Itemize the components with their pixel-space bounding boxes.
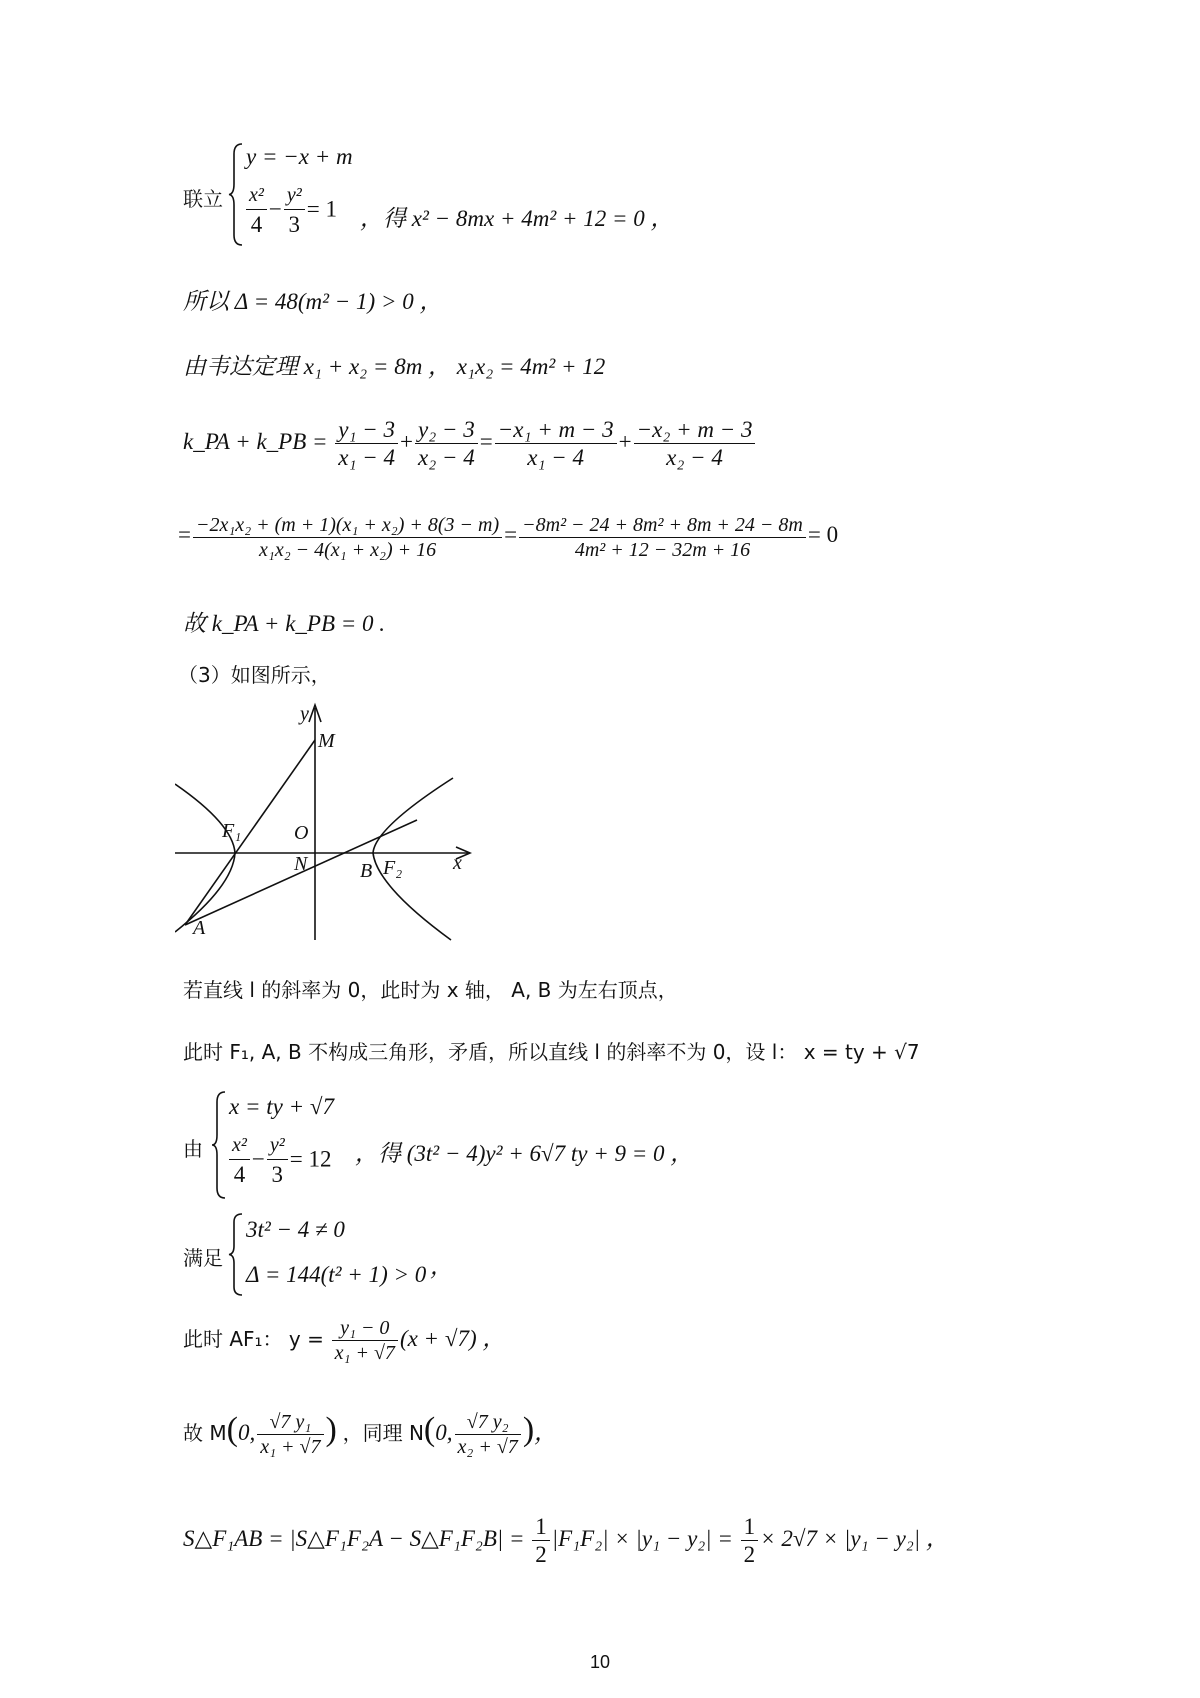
block1-tail: ，得 x² − 8mx + 4m² + 12 = 0 ，: [360, 206, 674, 231]
fig-label-F1: F₁: [222, 820, 242, 842]
line-vieta: 由韦达定理 x₁ + x₂ = 8m ， x₁x₂ = 4m² + 12: [183, 354, 606, 379]
conclusion-line: 故 k_PA + k_PB = 0 .: [183, 611, 386, 636]
page-number: 10: [589, 1652, 611, 1672]
block3-lead: 满足: [183, 1246, 223, 1270]
slopes-line: k_PA + k_PB = $\frac{\text{y₁ − 3}}{\text{x₁ − 4}}$ + $\frac{\text{y₂ − 3}}{\text{x₂ − 4}}$ = $\frac{\text{−x₁ + m − 3}}{\text{x₁ − 4}}$ + $\frac{\text{−x₂ + m − 3}}{\text{x₂ − 4}}$: [183, 418, 757, 469]
system-1-eq2: $\frac{\text{x²}}{4}$ − $\frac{\text{y²}}{3}$ = 1: [244, 184, 337, 238]
fig-label-M: M: [318, 730, 335, 752]
area-line: S△F₁AB = |S△F₁F₂A − S△F₁F₂B| = $\frac{1}{2}$ |F₁F₂| × |y₁ − y₂| = $\frac{1}{2}$ × 2√7 × |y₁ − y₂| ，: [183, 1514, 949, 1567]
para1: 若直线 l 的斜率为 0，此时为 x 轴， A, B 为左右顶点，: [183, 978, 678, 1002]
fig-label-y: y: [300, 703, 309, 725]
block2-tail: ，得 (3t² − 4)y² + 6√7 ty + 9 = 0 ，: [355, 1141, 694, 1166]
part3-intro: （3）如图所示，: [178, 663, 331, 687]
left-brace-icon: [228, 1212, 244, 1297]
fig-label-O: O: [294, 822, 309, 844]
system-2-eq2: $\frac{\text{x²}}{4}$ − $\frac{\text{y²}}{3}$ = 12: [227, 1134, 331, 1188]
block2-lead: 由: [183, 1137, 203, 1161]
block3-tail: ，: [430, 1254, 453, 1279]
fig-label-N: N: [294, 853, 308, 875]
fig-label-F2: F₂: [383, 857, 403, 879]
para2: 此时 F₁, A, B 不构成三角形，矛盾，所以直线 l 的斜率不为 0，设 l： x = ty + √7: [183, 1040, 920, 1064]
system-3: [228, 1212, 438, 1297]
fig-label-x: x: [453, 852, 462, 874]
fig-label-A: A: [193, 917, 206, 939]
left-brace-icon: [228, 142, 244, 247]
system-1-eq1: y = −x + m: [246, 144, 353, 169]
system-3-eq2: Δ = 144(t² + 1) > 0: [246, 1262, 427, 1287]
combined-line: = $\frac{\text{−2x₁x₂ + (m + 1)(x₁ + x₂) + 8(3 − m)}}{\text{x₁x₂ − 4(x₁ + x₂) + 16}}$ = $\frac{\text{−8m² − 24 + 8m² + 8m + 24 − 8m}}{\text{4m² + 12 − 32m + 16}}$ = 0: [178, 514, 839, 561]
mn-line: 故 M(0, $\frac{\text{√7 y₁}}{\text{x₁ + √7}}$ ) ，同理 N(0, $\frac{\text{√7 y₂}}{\text{x₂ + √7}}$ )，: [183, 1410, 558, 1458]
system-3-eq1: 3t² − 4 ≠ 0: [246, 1217, 345, 1242]
hyperbola-left-branch: [175, 784, 235, 932]
system-2-eq1: x = ty + √7: [229, 1094, 334, 1119]
af1-line: 此时 AF₁： y = $\frac{\text{y₁ − 0}}{\text{x₁ + √7}}$ (x + √7) ，: [183, 1317, 506, 1364]
block1-lead: 联立: [183, 187, 223, 211]
line-delta: 所以 Δ = 48(m² − 1) > 0 ，: [183, 289, 443, 314]
left-brace-icon: [211, 1090, 227, 1200]
fig-label-B: B: [360, 860, 373, 882]
